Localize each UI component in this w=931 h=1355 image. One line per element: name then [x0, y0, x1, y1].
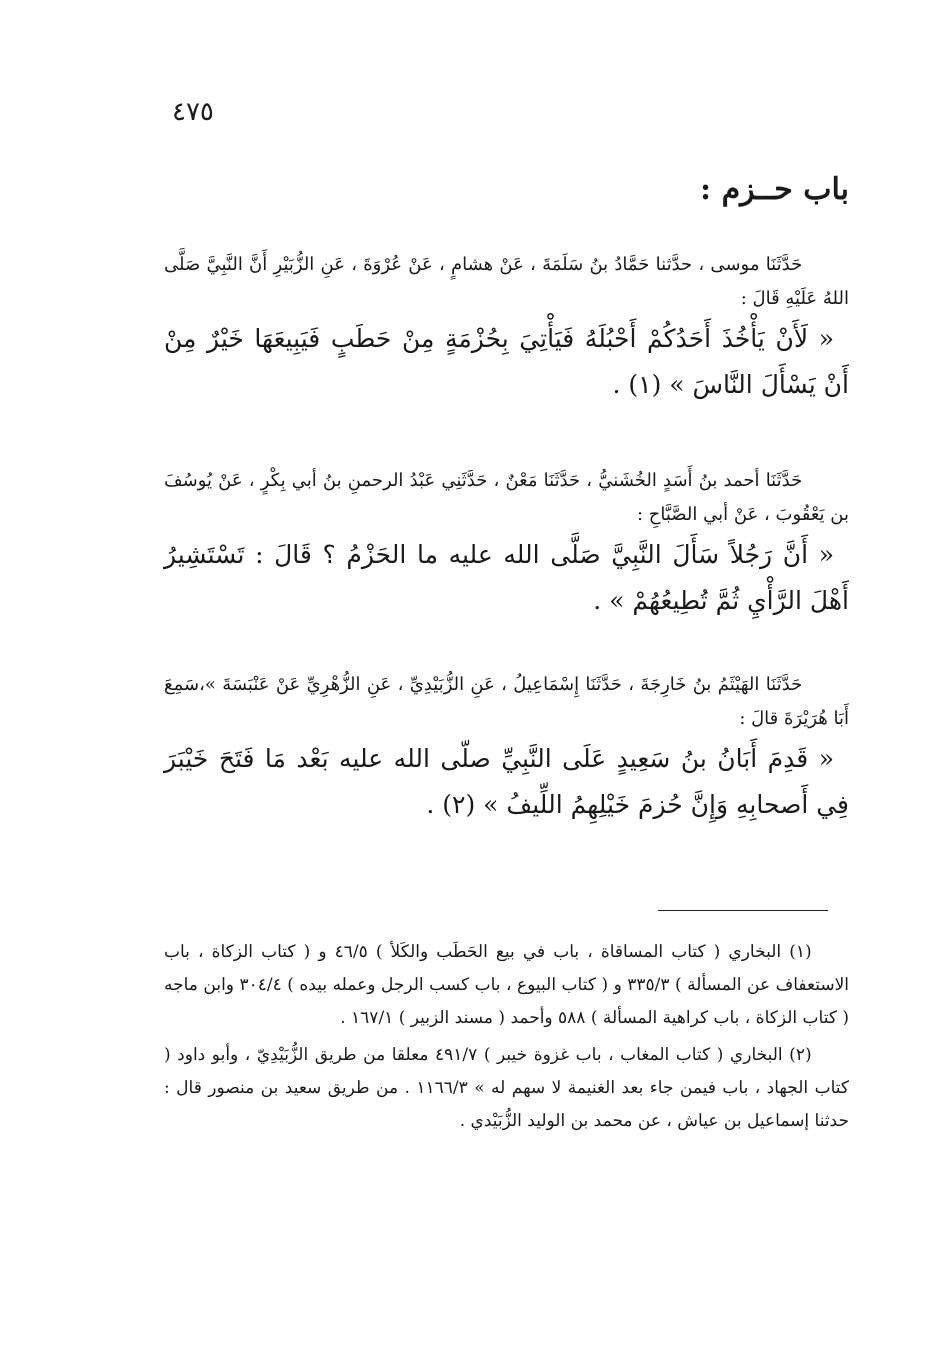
- hadith-1-isnad: حَدَّثَنَا موسى ، حدَّثنا حَمَّادُ بنُ سَلَمَةَ ، عَنْ هشامٍ ، عَنْ عُرْوَةَ ، عَنِ الزُّبَيْرِ أَنَّ النَّبِيَّ صَلَّى اللهُ عَلَيْهِ قَالَ :: [164, 254, 849, 309]
- hadith-1-matn: « لَأَنْ يَأْخُذَ أَحَدُكُمْ أَحْبُلَهُ فَيَأْتِيَ بِحُزْمَةٍ مِنْ حَطَبٍ فَيَبِيعَهَا خَيْرٌ مِنْ أَنْ يَسْأَلَ النَّاسَ » (١) .: [164, 324, 849, 399]
- footnote-1: (١) البخاري ( كتاب المساقاة ، باب في بيع الحَطَب والكَلأ ) ٤٦/٥ و ( كتاب الزكاة ، باب الاستعفاف عن المسألة ) ٣٣٥/٣ و ( كتاب البيوع ، باب كسب الرجل وعمله بيده ) ٣٠٤/٤ وابن ماجه ( كتاب الزكاة ، باب كراهية المسألة ) ٥٨٨ وأحمد ( مسند الزبير ) ١٦٧/١ .: [164, 942, 849, 1028]
- hadith-2-isnad: حَدَّثَنَا أحمد بنُ أَسَدٍ الخُشَنيُّ ، حَدَّثَنَا مَعْنٌ ، حَدَّثَنِي عَبْدُ الرحمنِ بنُ أبي بِكْرٍ ، عَنْ يُوسُفَ بن يَعْقُوبَ ، عَنْ أبي الصَّبَّاحِ :: [164, 470, 849, 525]
- hadith-3-isnad: حَدَّثَنَا الهَيْثَمُ بنُ خَارِجَةَ ، حَدَّثَنَا إِسْمَاعِيلُ ، عَنِ الزُّبَيْدِيِّ ، عَنِ الزُّهْرِيِّ عَنْ عَنْبَسَةَ »،سَمِعَ أَبَا هُرَيْرَةَ قالَ :: [164, 674, 849, 729]
- hadith-2-matn: « أَنَّ رَجُلاً سَأَلَ النَّبِيَّ صَلَّى الله عليه ما الحَزْمُ ؟ قَالَ : تَسْتَشِيرُ أَهْلَ الرَّأْيِ ثُمَّ تُطِيعُهُمْ » .: [164, 540, 849, 615]
- hadith-2: [164, 464, 849, 624]
- hadith-3: [164, 668, 849, 828]
- hadith-1: [164, 248, 849, 408]
- footnote-2: (٢) البخاري ( كتاب المغاب ، باب غزوة خيبر ) ٤٩١/٧ معلقا من طريق الزُّبَيْدِيّ ، وأبو داود ( كتاب الجهاد ، باب فيمن جاء بعد الغنيمة لا سهم له » ١١٦٦/٣ . من طريق سعيد بن منصور قال : حدثنا إسماعيل بن عياش ، عن محمد بن الوليد الزُّبَيْدي .: [164, 1045, 849, 1131]
- chapter-title: باب حــزم :: [700, 172, 849, 207]
- footnotes: [164, 936, 849, 1138]
- hadith-3-matn: « قَدِمَ أَبَانُ بنُ سَعِيدٍ عَلَى النَّبِيِّ صلّى الله عليه بَعْد مَا فَتَحَ خَيْبَرَ فِي أَصحابِهِ وَإِنَّ حُزمَ خَيْلِهِمُ اللِّيفُ » (٢) .: [164, 744, 849, 819]
- page-number: ٤٧٥: [172, 97, 214, 127]
- footnote-divider: [658, 910, 828, 911]
